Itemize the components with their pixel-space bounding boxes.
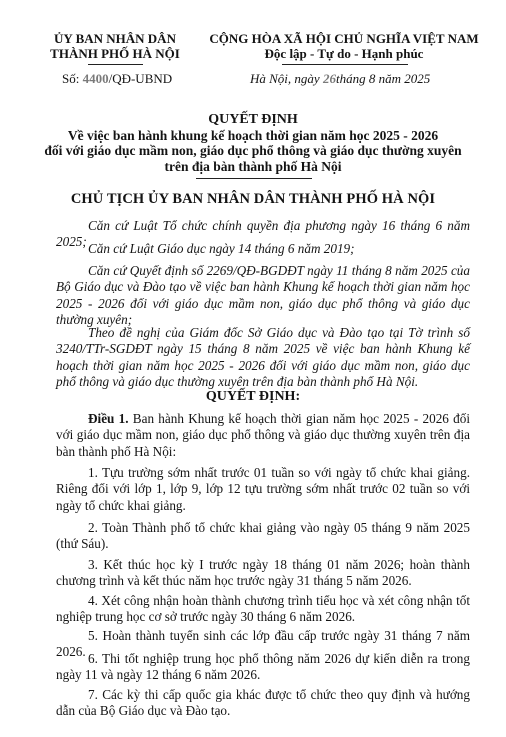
nation-line-2: Độc lập - Tự do - Hạnh phúc bbox=[264, 46, 424, 61]
issuing-authority: CHỦ TỊCH ỦY BAN NHÂN DÂN THÀNH PHỐ HÀ NỘI bbox=[70, 191, 436, 207]
decision-subject-line-2: đối với giáo dục mầm non, giáo dục phổ thông và giáo dục thường xuyên bbox=[44, 143, 462, 158]
document-number bbox=[62, 71, 172, 86]
legal-basis-4: Theo đề nghị của Giám đốc Sở Giáo dục và Đào tạo tại Tờ trình số 3240/TTr-SGDĐT ngày 15 tháng 8 năm 2025 về việc ban hành Khung kế hoạch thời gian năm học 2025 - 2026 đối với giáo dục mầm non, giáo dục phổ thông và giáo dục thường xuyên trên địa bàn thành phố Hà Nội. bbox=[56, 325, 470, 389]
nation-line-1: CỘNG HÒA XÃ HỘI CHỦ NGHĨA VIỆT NAM bbox=[209, 31, 479, 46]
date-suffix: tháng 8 năm 2025 bbox=[335, 71, 431, 86]
decision-subject-line-1: Về việc ban hành khung kế hoạch thời gian năm học 2025 - 2026 bbox=[67, 127, 439, 143]
decision-subject-line-3: trên địa bàn thành phố Hà Nội bbox=[164, 158, 342, 174]
legal-basis-1: Căn cứ Luật Tổ chức chính quyền địa phương ngày 16 tháng 6 năm 2025; bbox=[56, 218, 470, 250]
issue-date bbox=[250, 71, 430, 86]
article-1-label: Điều 1. bbox=[88, 411, 129, 426]
legal-basis-3: Căn cứ Quyết định số 2269/QĐ-BGDĐT ngày 11 tháng 8 năm 2025 của Bộ Giáo dục và Đào tạo về việc ban hành Khung kế hoạch thời gian năm học 2025 - 2026 đối với giáo dục mầm non, giáo dục phổ thông và giáo dục thường xuyên; bbox=[56, 263, 470, 327]
national-motto bbox=[206, 31, 482, 61]
agency-line-2: THÀNH PHỐ HÀ NỘI bbox=[50, 46, 180, 61]
doc-no-prefix: Số: bbox=[62, 71, 80, 86]
agency-underline bbox=[88, 64, 143, 65]
article-1-intro-text: Ban hành Khung kế hoạch thời gian năm học 2025 - 2026 đối với giáo dục mầm non, giáo dục phổ thông và giáo dục thường xuyên trên địa bàn thành phố Hà Nội: bbox=[56, 411, 470, 459]
article-1-item-3: 3. Kết thúc học kỳ I trước ngày 18 tháng 01 năm 2026; hoàn thành chương trình và kết thúc năm học trước ngày 31 tháng 5 năm 2026. bbox=[56, 557, 470, 589]
doc-no-suffix: /QĐ-UBND bbox=[108, 71, 173, 86]
decides-heading: QUYẾT ĐỊNH: bbox=[205, 389, 301, 404]
decision-title-block bbox=[20, 112, 486, 174]
title-underline bbox=[196, 178, 312, 179]
motto-underline bbox=[282, 64, 408, 65]
agency-line-1: ỦY BAN NHÂN DÂN bbox=[54, 31, 176, 46]
article-1-intro bbox=[56, 411, 470, 460]
date-day: 26 bbox=[322, 71, 336, 86]
legal-basis-2: Căn cứ Luật Giáo dục ngày 14 tháng 6 năm 2019; bbox=[88, 241, 355, 256]
article-1-item-6: 6. Thi tốt nghiệp trung học phổ thông năm 2026 dự kiến diễn ra trong ngày 11 và ngày 12 tháng 6 năm 2026. bbox=[56, 651, 470, 683]
doc-no-number: 4400 bbox=[82, 71, 109, 86]
date-prefix: Hà Nội, ngày bbox=[250, 71, 320, 86]
issuing-agency bbox=[40, 31, 190, 61]
decision-title: QUYẾT ĐỊNH bbox=[208, 112, 298, 127]
article-1-item-1: 1. Tựu trường sớm nhất trước 01 tuần so với ngày tổ chức khai giảng. Riêng đối với lớp 1, lớp 9, lớp 12 tựu trường sớm nhất trước 02 tuần so với ngày tổ chức khai giảng. bbox=[56, 465, 470, 513]
article-1-item-4: 4. Xét công nhận hoàn thành chương trình tiểu học và xét công nhận tốt nghiệp trung học cơ sở trước ngày 30 tháng 6 năm 2026. bbox=[56, 593, 470, 625]
article-1-item-2: 2. Toàn Thành phố tổ chức khai giảng vào ngày 05 tháng 9 năm 2025 (thứ Sáu). bbox=[56, 520, 470, 552]
article-1-item-5: 5. Hoàn thành tuyển sinh các lớp đầu cấp trước ngày 31 tháng 7 năm 2026. bbox=[56, 628, 470, 660]
article-1-item-7: 7. Các kỳ thi cấp quốc gia khác được tổ chức theo quy định và hướng dẫn của Bộ Giáo dục và Đào tạo. bbox=[56, 687, 470, 719]
